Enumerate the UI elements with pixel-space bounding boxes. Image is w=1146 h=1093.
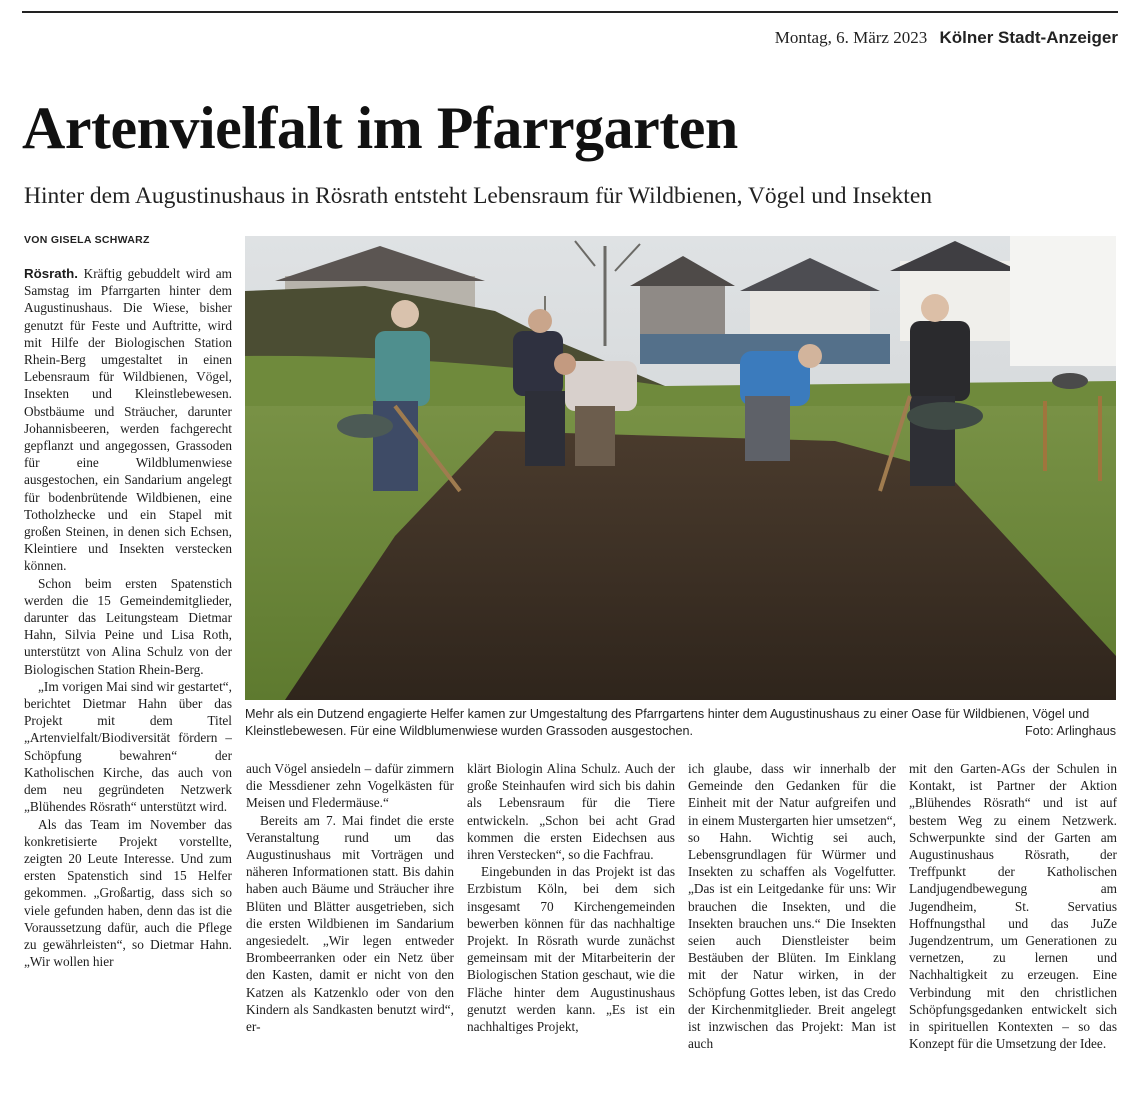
article-column-2 xyxy=(246,760,454,1085)
headline: Artenvielfalt im Pfarrgarten xyxy=(22,95,738,161)
paragraph xyxy=(24,265,232,575)
article-column-3 xyxy=(467,760,675,1085)
subheadline: Hinter dem Augustinushaus in Rösrath entsteht Lebensraum für Wildbienen, Vögel und Insekten xyxy=(24,183,932,209)
paragraph: Schon beim ersten Spatenstich werden die 15 Gemeindemitglieder, darunter das Leitungsteam Dietmar Hahn, Silvia Peine und Lisa Roth, unterstützt von Alina Schulz von der Biologischen Station Rhein-Berg. xyxy=(24,575,232,677)
paragraph: mit den Garten-AGs der Schulen in Kontakt, ist Partner der Aktion „Blühendes Rösrath“ und ist auf bestem Weg zu einem Netzwerk. Schwerpunkte sind der Garten am Augustinushaus Rösrath, der Treffpunkt der Katholischen Landjugendbewegung am Jugendheim, St. Servatius Hoffnungsthal und das JuZe Jugendzentrum, um Generationen zu vernetzen, zu lernen und Nachhaltigkeit zu erzeugen. Eine Verbindung mit den christlichen Schöpfungsgedanken entwickelt sich in spirituellen Kontexten – so das Konzept für die Umsetzung der Idee. xyxy=(909,761,1117,1052)
paragraph-text: Kräftig gebuddelt wird am Samstag im Pfarrgarten hinter dem Augustinushaus. Die Wiese, bisher genutzt für Feste und Auftritte, wird mit Hilfe der Biologischen Station Rhein-Berg umgestaltet in einen Lebensraum für Wildbienen, Vögel, Insekten und Kleinstlebewesen. Obstbäume und Sträucher, darunter Johannisbeeren, werden fachgerecht gepflanzt und angegossen, Grassoden für eine Wildblumenwiese ausgestochen, ein Sandarium angelegt für bodenbrütende Wildbienen, eine Totholzhecke und ein Stapel mit großen Steinen, in denen sich Echsen, Kleintiere und Insekten verstecken können. xyxy=(24,266,232,574)
issue-date: Montag, 6. März 2023 xyxy=(774,28,928,47)
paragraph: auch Vögel ansiedeln – dafür zimmern die Messdiener zehn Vogelkästen für Meisen und Fledermäuse.“ xyxy=(246,761,454,811)
article-photo xyxy=(245,236,1116,700)
newspaper-name: Kölner Stadt-Anzeiger xyxy=(939,28,1118,47)
article-column-4 xyxy=(688,760,896,1085)
paragraph: ich glaube, dass wir innerhalb der Gemeinde den Gedanken für die Einheit mit der Natur aufgreifen und in einem Mustergarten hier umsetzen“, so Hahn. Wichtig sei auch, Lebensgrundlagen für Würmer und Insekten zu schaffen als Vogelfutter. „Das ist ein Leitgedanke für uns: Wir brauchen die Insekten, und die Insekten brauchen uns.“ Die Insekten seien auch Dienstleister beim Bestäuben der Blüten. Im Einklang mit der Natur wirken, in der Schöpfung Gottes leben, ist das Credo der Kirchenmitglieder. Breit angelegt ist inzwischen das Projekt: Man ist auch xyxy=(688,761,896,1052)
paragraph: Bereits am 7. Mai findet die erste Veranstaltung rund um das Augustinushaus mit Vorträgen und näheren Informationen statt. Bis dahin haben auch Bäume und Sträucher ihre Blüten und Blätter ausgetrieben, sich die ersten Wildbienen im Sandarium angesiedelt. „Wir legen entweder Brombeerranken oder ein Netz über den Kasten, damit er nicht von den Katzen als Katzenklo oder von den Kindern als Sandkasten benutzt wird“, er- xyxy=(246,812,454,1035)
paragraph: klärt Biologin Alina Schulz. Auch der große Steinhaufen wird sich bis dahin als Lebensraum für die Tiere entwickeln. „Schon bei acht Grad kommen die ersten Eidechsen aus ihren Verstecken“, so die Fachfrau. xyxy=(467,761,675,863)
paragraph: „Im vorigen Mai sind wir gestartet“, berichtet Dietmar Hahn über das Projekt mit dem Titel „Artenvielfalt/Biodiversität fördern – Schöpfung bewahren“ der Katholischen Kirche, das auch von dem neu gegründeten Netzwerk „Blühendes Rösrath“ unterstützt wird. xyxy=(24,678,232,815)
caption-text: Mehr als ein Dutzend engagierte Helfer kamen zur Umgestaltung des Pfarrgartens hinter dem Augustinushaus zu einer Oase für Wildbienen, Vögel und Kleinstlebewesen. Für eine Wildblumenwiese wurden Grassoden ausgestochen. xyxy=(245,707,1090,738)
photo-credit: Foto: Arlinghaus xyxy=(1024,724,1116,738)
article-column-1 xyxy=(24,265,232,1085)
article-column-5 xyxy=(909,760,1117,1085)
dateline: Rösrath. xyxy=(24,266,78,281)
masthead xyxy=(775,28,1118,48)
byline: VON GISELA SCHWARZ xyxy=(24,234,150,246)
paragraph: Eingebunden in das Projekt ist das Erzbistum Köln, bei dem sich insgesamt 70 Kirchengemeinden bewerben können für das nachhaltige Projekt. In Rösrath wurde zunächst gemeinsam mit der Mitarbeiterin der Biologischen Station geschaut, wie die Fläche hinter dem Augustinushaus genutzt werden kann. „Es ist ein nachhaltiges Projekt, xyxy=(467,864,675,1035)
paragraph: Als das Team im November das konkretisierte Projekt vorstellte, zeigten 20 Leute Interesse. Und zum ersten Spatenstich sind 15 Helfer gekommen. „Großartig, dass sich so viele gefunden haben, denn das ist die Voraussetzung dafür, auch die Pflege zu gewährleisten“, so Dietmar Hahn. „Wir wollen hier xyxy=(24,816,232,970)
top-rule xyxy=(22,11,1118,13)
photo-caption xyxy=(245,706,1116,740)
garden-scene-illustration xyxy=(245,236,1116,700)
